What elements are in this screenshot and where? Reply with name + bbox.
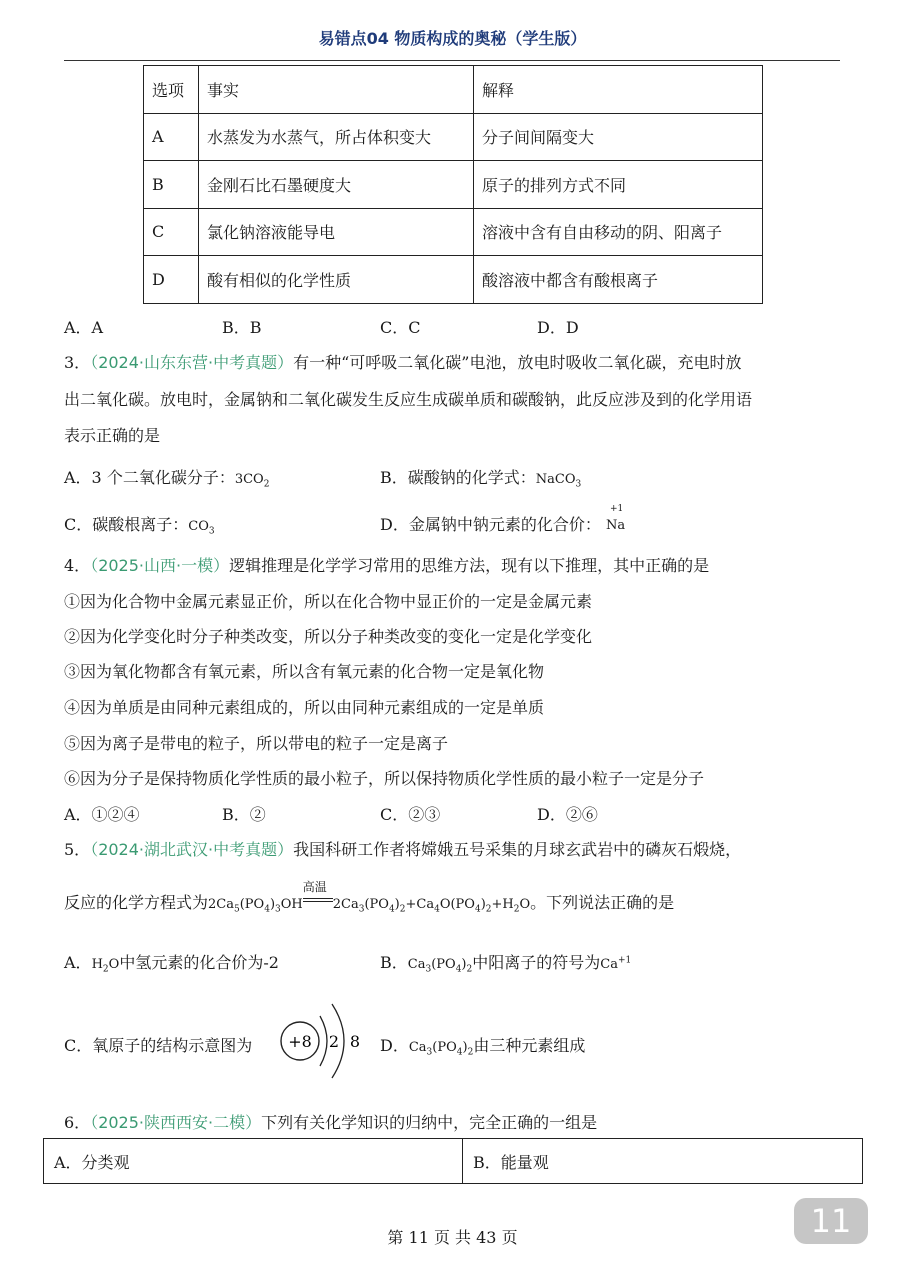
chem-formula: $Ca_3(PO_4)_2$ xyxy=(407,957,473,975)
table-cell: 水蒸发为水蒸气，所占体积变大 xyxy=(199,113,474,161)
option-text: 由三种元素组成 xyxy=(473,1036,586,1055)
q4-item: ⑤因为离子是带电的粒子，所以带电的粒子一定是离子 xyxy=(64,734,449,753)
table-cell: D xyxy=(144,256,199,304)
q4-item: ②因为化学变化时分子种类改变，所以分子种类改变的变化一定是化学变化 xyxy=(64,627,593,646)
product-formula: $2Ca_3(PO_4)_2+Ca_4O(PO_4)_2+H_2O$ xyxy=(332,897,531,915)
table-row xyxy=(44,1139,863,1184)
option-text: D．金属钠中钠元素的化合价： xyxy=(380,515,601,534)
q4-option-a[interactable]: A．①②④ xyxy=(64,805,140,824)
reaction-arrow xyxy=(302,880,333,908)
q4-stem xyxy=(64,553,709,576)
table-cell: 分子间间隔变大 xyxy=(474,113,763,161)
q4-option-b[interactable]: B．② xyxy=(222,805,266,824)
q2-option-a[interactable]: A．A xyxy=(64,318,104,337)
table-cell: 溶液中含有自由移动的阴、阳离子 xyxy=(474,208,763,256)
q3-stem-line-3: 表示正确的是 xyxy=(64,426,161,445)
electron-shell-count: 2 xyxy=(328,1032,340,1051)
cation-symbol: $Ca^{+1}$ xyxy=(600,955,632,972)
option-text: C．氧原子的结构示意图为 xyxy=(64,1036,253,1055)
q5-option-c[interactable] xyxy=(64,1033,252,1056)
q6-option-a-cell[interactable]: A．分类观 xyxy=(44,1139,463,1184)
q6-text: 下列有关化学知识的归纳中，完全正确的一组是 xyxy=(261,1113,598,1132)
page-header-title: 易错点04 物质构成的奥秘（学生版） xyxy=(318,29,587,48)
table-row xyxy=(144,113,763,161)
option-label: B． xyxy=(380,953,408,972)
electron-shell-arc xyxy=(320,1016,327,1066)
question-source: （2024·山东东营·中考真题） xyxy=(90,353,294,372)
option-text: C．碳酸根离子： xyxy=(64,515,189,534)
q4-item: ③因为氧化物都含有氧元素，所以含有氧元素的化合物一定是氧化物 xyxy=(64,662,545,681)
q2-option-c[interactable]: C．C xyxy=(380,318,421,337)
question-source: （2024·湖北武汉·中考真题） xyxy=(90,840,294,859)
table-cell: A xyxy=(144,113,199,161)
q3-stem-line-1 xyxy=(64,350,741,373)
table-cell: 原子的排列方式不同 xyxy=(474,161,763,209)
q3-stem-line-2: 出二氧化碳。放电时，金属钠和二氧化碳发生反应生成碳单质和碳酸钠，此反应涉及到的化学用语 xyxy=(64,390,753,409)
q5-text: 我国科研工作者将嫦娥五号采集的月球玄武岩中的磷灰石煅烧， xyxy=(293,840,742,859)
electron-shell-count: 8 xyxy=(349,1032,361,1051)
chem-valence: +1 Na xyxy=(605,504,626,533)
equation-prefix: 反应的化学方程式为 xyxy=(64,893,209,912)
page-number-badge: 11 xyxy=(794,1198,868,1244)
option-text: B．碳酸钠的化学式： xyxy=(380,468,536,487)
q3-option-b[interactable] xyxy=(380,465,581,490)
q2-option-b[interactable]: B．B xyxy=(222,318,262,337)
table-header-cell: 解释 xyxy=(474,66,763,114)
table-row xyxy=(144,256,763,304)
chem-formula: $Ca_3(PO_4)_2$ xyxy=(408,1040,474,1058)
option-text: 中阳离子的符号为 xyxy=(472,953,601,972)
page-footer: 第 11 页 共 43 页 xyxy=(387,1228,518,1247)
table-cell: 酸有相似的化学性质 xyxy=(199,256,474,304)
question-number: 3． xyxy=(64,353,91,372)
q5-option-a[interactable] xyxy=(64,950,279,975)
q5-option-b[interactable] xyxy=(380,950,631,975)
table-cell: 酸溶液中都含有酸根离子 xyxy=(474,256,763,304)
question-source: （2025·陕西西安·二模） xyxy=(90,1113,262,1132)
chem-formula: $CO_3$ xyxy=(188,519,215,537)
table-cell: 氯化钠溶液能导电 xyxy=(199,208,474,256)
chem-formula: $H_2O$ xyxy=(91,957,120,975)
option-label: D． xyxy=(380,1036,409,1055)
q3-text: 有一种“可呼吸二氧化碳”电池，放电时吸收二氧化碳，充电时放 xyxy=(293,353,742,372)
q4-item: ①因为化合物中金属元素显正价，所以在化合物中显正价的一定是金属元素 xyxy=(64,592,593,611)
table-cell: B xyxy=(144,161,199,209)
question-6-table xyxy=(43,1138,863,1184)
nucleus-charge: +8 xyxy=(288,1032,312,1051)
q3-option-a[interactable] xyxy=(64,465,269,490)
table-header-row xyxy=(144,66,763,114)
table-cell: 金刚石比石墨硬度大 xyxy=(199,161,474,209)
reaction-condition: 高温 xyxy=(302,880,327,894)
chem-formula: $3CO_2$ xyxy=(234,472,270,490)
oxygen-atom-structure-diagram xyxy=(276,990,386,1090)
q5-stem-line-1 xyxy=(64,837,741,860)
q4-text: 逻辑推理是化学学习常用的思维方法，现有以下推理，其中正确的是 xyxy=(229,556,710,575)
q4-item: ⑥因为分子是保持物质化学性质的最小粒子，所以保持物质化学性质的最小粒子一定是分子 xyxy=(64,769,705,788)
q6-option-b-cell[interactable]: B．能量观 xyxy=(463,1139,863,1184)
option-label: A． xyxy=(64,953,92,972)
q4-option-c[interactable]: C．②③ xyxy=(380,805,441,824)
q2-option-d[interactable]: D．D xyxy=(537,318,579,337)
table-row xyxy=(144,161,763,209)
table-header-cell: 事实 xyxy=(199,66,474,114)
chem-formula: NaCO$_3$ xyxy=(535,472,582,490)
question-number: 4． xyxy=(64,556,91,575)
reactant-formula: $2Ca_5(PO_4)_3OH$ xyxy=(208,897,303,915)
q4-option-d[interactable]: D．②⑥ xyxy=(537,805,598,824)
question-source: （2025·山西·一模） xyxy=(90,556,230,575)
table-header-cell: 选项 xyxy=(144,66,199,114)
q6-stem xyxy=(64,1110,597,1133)
q5-equation-line xyxy=(64,880,675,915)
option-text: 中氢元素的化合价为-2 xyxy=(119,953,279,972)
equation-suffix: 。下列说法正确的是 xyxy=(530,893,675,912)
option-text: A．3 个二氧化碳分子： xyxy=(64,468,235,487)
header-divider xyxy=(64,60,840,61)
question-2-table xyxy=(143,65,763,304)
q3-option-c[interactable] xyxy=(64,512,215,537)
question-number: 5． xyxy=(64,840,91,859)
q4-item: ④因为单质是由同种元素组成的，所以由同种元素组成的一定是单质 xyxy=(64,698,545,717)
question-number: 6． xyxy=(64,1113,91,1132)
q3-option-d[interactable] xyxy=(380,504,630,535)
q5-option-d[interactable] xyxy=(380,1033,585,1058)
table-cell: C xyxy=(144,208,199,256)
table-row xyxy=(144,208,763,256)
